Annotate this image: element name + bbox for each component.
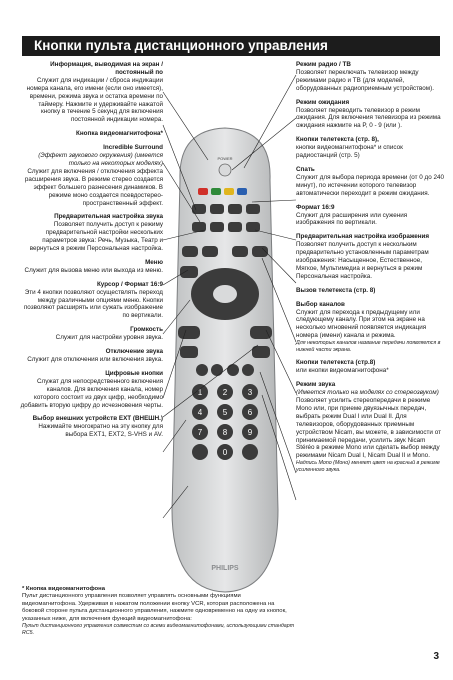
- block-body: Служат для непосредственного включения каналов. Для включения канала, номер которого состоит из двух цифр, необходимо добавить вторую цифру до исчезновения черты.: [20, 377, 163, 409]
- block-body: Позволяет переключать телевизор между режимами радио и ТВ (для моделей, оборудованных радиоприемным устройством).: [296, 68, 434, 92]
- block-heading: Спать: [296, 165, 315, 173]
- right-block: [296, 301, 444, 354]
- left-block: [20, 326, 163, 342]
- block-heading: Incredible Surround: [103, 144, 163, 152]
- vcr-note: [22, 586, 297, 636]
- left-block: [20, 130, 163, 138]
- block-heading: Курсор / Формат 16:9: [96, 280, 163, 288]
- cursor-pad: [191, 268, 259, 320]
- digit-label: 0: [222, 448, 228, 457]
- block-heading: Режим ожидания: [296, 98, 350, 106]
- block-heading: Кнопки телетекста (стр.8): [296, 359, 376, 367]
- block-body: Служит для настройки уровня звука.: [55, 334, 163, 342]
- digit-label: 3: [247, 388, 253, 397]
- left-block: [20, 415, 163, 439]
- block-body: Служит для включения / отключения эффекта расширения звука. В режиме стерео создается эффект большего разнесения динамиков. В режиме моно создается псевдостерео-пространственный эффект.: [24, 167, 163, 207]
- right-block: [296, 359, 444, 375]
- block-heading: Выбор внешних устройств EXT (ВНЕШН.): [32, 415, 163, 423]
- left-block: [20, 370, 163, 410]
- remote-control-illustration: [150, 70, 300, 600]
- left-block: [20, 348, 163, 364]
- block-body: Позволяет переводить телевизор в режим ожидания. Для включения телевизора из режима ожидания нажмите на P, 0 - 9 (или ).: [296, 106, 441, 130]
- green-key: [211, 188, 221, 195]
- block-heading: Формат 16:9: [296, 203, 335, 211]
- block-small: Для некоторых каналов название передачи появляется в нижней части экрана.: [296, 340, 441, 353]
- digit-key: [192, 444, 208, 460]
- block-body: Эти 4 кнопки позволяют осуществлять переход между различными опциями меню. Кнопки позволяют расширять или сужать изображение по вертикали.: [23, 288, 163, 320]
- note-heading: * Кнопка видеомагнитофона: [22, 586, 105, 592]
- right-block: [296, 381, 444, 473]
- block-body: Позволяет получить доступ к нескольким предварительно установленным параметрам изображения: Насыщенное, Естественное, Мягкое, Мультимедиа и вернуться в режим Персональная настройка.: [296, 241, 429, 280]
- block-heading: Громкость: [130, 326, 163, 334]
- power-button: [219, 164, 231, 176]
- blue-key: [237, 188, 247, 195]
- block-italic: (Имеется только на моделях со стереозвуком): [296, 389, 439, 397]
- right-block: [296, 287, 444, 295]
- note-body: Пульт дистанционного управления позволяет управлять основными функциями видеомагнитофона. Удерживая в нажатом положении кнопку VCR, которая расположена на боковой стороне пульта дистанционного управления, нажмите одновременно на одну из кнопок, указанных ниже, для включения функций видеомагнитофона:: [22, 593, 287, 622]
- brand-logo: PHILIPS: [211, 565, 239, 572]
- power-label: POWER: [217, 156, 233, 161]
- block-body: Позволяет усилить стереопередачи в режиме Mono или, при приеме двуязычных передач, выбрать режим Dual I или Dual II. Для телевизоров, оборудованных приемным устройством Nicam, вы можете, в зависимости от принимаемой передачи, усилить звук Nicam Stéréo в режиме Mono или сделать выбор между режимами Nicam Dual I, Nicam Dual II и Mono.: [296, 397, 441, 460]
- block-heading: Информация, выводимая на экран / постоянный по: [50, 61, 163, 76]
- red-key: [198, 188, 208, 195]
- left-block: [20, 61, 163, 124]
- yellow-key: [224, 188, 234, 195]
- block-heading: Отключение звука: [105, 348, 163, 356]
- left-block: [20, 144, 163, 207]
- block-body: или кнопки видеомагнитофона*: [296, 367, 389, 375]
- block-body: Служит для выбора периода времени (от 0 до 240 минут), по истечении которого телевизор автоматически переходит в режим ожидания.: [296, 173, 444, 197]
- block-body: Служит для перехода к предыдущему или следующему каналу. При этом на экране на несколько мгновений появляется индикация номера (имени) канала и режима.: [296, 308, 427, 340]
- block-heading: Меню: [145, 258, 163, 266]
- right-block: [296, 61, 444, 93]
- left-column: [20, 61, 163, 445]
- digit-label: 7: [197, 428, 203, 437]
- block-heading: Выбор каналов: [296, 300, 345, 308]
- block-body: Служит для вызова меню или выхода из меню.: [24, 266, 163, 274]
- block-heading: Кнопка видеомагнитофона*: [76, 130, 163, 138]
- block-body: Служит для отключения или включения звука.: [27, 356, 163, 363]
- block-heading: Режим радио / ТВ: [296, 61, 351, 68]
- page-number: 3: [433, 651, 439, 662]
- digit-label: 2: [222, 388, 228, 397]
- menu-key: [180, 266, 198, 278]
- block-body: кнопки видеомагнитофона* и список радиостанций (стр. 5): [296, 144, 403, 160]
- digit-key: [242, 444, 258, 460]
- block-heading: Вызов телетекста (стр. 8): [296, 286, 376, 294]
- digit-label: 6: [247, 408, 253, 417]
- digit-label: 5: [222, 408, 228, 417]
- digit-label: 4: [197, 408, 203, 417]
- right-block: [296, 166, 444, 198]
- note-small: Пульт дистанционного управления совместим со всеми видеомагнитофонами, использующими стандарт RC5.: [22, 623, 295, 636]
- block-heading: Кнопки телетекста (стр. 8),: [296, 136, 379, 144]
- block-heading: Предварительная настройка изображения: [296, 233, 430, 241]
- left-block: [20, 281, 163, 321]
- block-body: Служит для индикации / сброса индикации номера канала, его имени (если оно имеется), времени, режима звука и остатка времени по таймеру. Нажмите и удерживайте нажатой кнопку в течение 5 секунд для включения постоянной индикации номера.: [26, 76, 163, 124]
- digit-label: 8: [222, 428, 228, 437]
- block-heading: Цифровые кнопки: [105, 369, 163, 377]
- block-body: Нажимайте многократно на эту кнопку для выбора EXT1, EXT2, S-VHS и AV.: [38, 423, 163, 439]
- block-italic: (Эффект звукового окружения) (имеется только на некоторых моделях): [38, 152, 163, 167]
- block-heading: Предварительная настройка звука: [54, 213, 163, 221]
- left-block: [20, 213, 163, 253]
- right-block: [296, 136, 444, 160]
- right-block: [296, 99, 444, 131]
- right-block: [296, 233, 444, 280]
- block-small: Надпись Mono (Моно) меняет цвет на красный в режиме усиленного звука.: [296, 460, 440, 473]
- right-column: [296, 61, 444, 479]
- block-body: Позволяет получить доступ к режиму предварительной настройки нескольких параметров звука: Речь, Музыка, Театр и вернуться в режим Персональная настройка.: [29, 221, 163, 253]
- block-body: Служит для расширения или сужения изображения по вертикали.: [296, 211, 408, 227]
- digit-label: 1: [197, 388, 203, 397]
- right-block: [296, 204, 444, 228]
- left-block: [20, 259, 163, 275]
- page-title: Кнопки пульта дистанционного управления: [22, 36, 440, 56]
- remote-body: [172, 128, 278, 592]
- digit-label: 9: [247, 428, 253, 437]
- block-heading: Режим звука: [296, 381, 336, 389]
